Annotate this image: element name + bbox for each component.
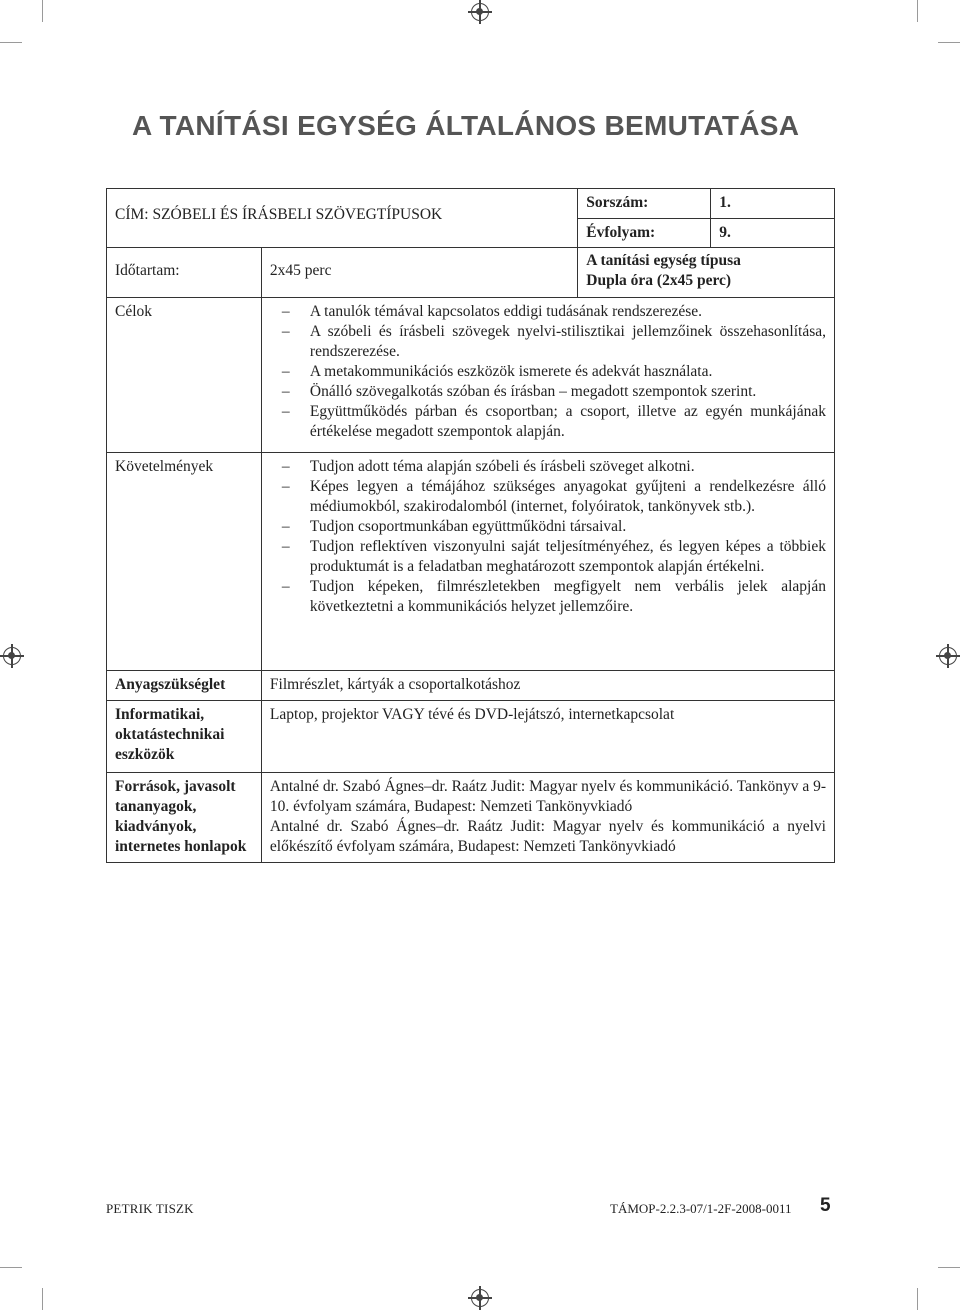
lesson-title-cell — [107, 189, 578, 248]
forras-item — [270, 817, 826, 857]
celok-list — [270, 302, 826, 442]
kovetelmenyek-label: Követelmények — [107, 453, 262, 671]
crop-mark — [938, 42, 960, 43]
forras-item-1: Antalné dr. Szabó Ágnes–dr. Raátz Judit: Magyar nyelv és kommunikáció. Tankönyv a 9-10. évfolyam számára, Budapest: Nemzeti Tankönyvkiadó — [269, 778, 827, 815]
registration-mark-icon — [471, 3, 489, 21]
idotartam-value: 2x45 perc — [261, 248, 577, 298]
lesson-overview-table — [106, 188, 835, 863]
evfolyam-value: 9. — [711, 219, 835, 248]
footer-project-code: TÁMOP-2.2.3-07/1-2F-2008-0011 — [610, 1201, 792, 1216]
list-item: – A tanulók témával kapcsolatos eddigi tudásának rendszerezése. — [270, 302, 826, 322]
page-number: 5 — [820, 1195, 831, 1216]
list-item: – A szóbeli és írásbeli szövegek nyelvi-stilisztikai jellemzőinek összehasonlítása, rendszerezése. — [270, 322, 826, 362]
informatikai-label: Informatikai, oktatástechnikai eszközök — [107, 701, 262, 773]
list-item: – A metakommunikációs eszközök ismerete és adekvát használata. — [270, 362, 826, 382]
list-item: – Önálló szövegalkotás szóban és írásban – megadott szempontok szerint. — [270, 382, 826, 402]
list-item: – Tudjon reflektíven viszonyulni saját teljesítményéhez, és legyen képes a többiek produktumát is a feladatban meghatározott szempontok alapján értékelni. — [270, 537, 826, 577]
informatikai-value: Laptop, projektor VAGY tévé és DVD-lejátszó, internetkapcsolat — [261, 701, 834, 773]
forras-item-2: Antalné dr. Szabó Ágnes–dr. Raátz Judit: Magyar nyelv és kommunikáció a nyelvi előkészítő évfolyam számára, Budapest: Nemzeti Tankönyvkiadó — [269, 818, 826, 855]
forrasok-cell — [261, 773, 834, 863]
anyagszukseglet-value: Filmrészlet, kártyák a csoportalkotáshoz — [261, 671, 834, 701]
list-item: – Tudjon képeken, filmrészletekben megfigyelt nem verbális jelek alapján következtetni a kommunikációs helyzet jellemzőire. — [270, 577, 826, 617]
celok-label: Célok — [107, 298, 262, 453]
registration-mark-icon — [3, 647, 21, 665]
forras-item — [270, 777, 826, 817]
anyagszukseglet-label: Anyagszükséglet — [107, 671, 262, 701]
sorszam-label: Sorszám: — [578, 189, 711, 219]
kovetelmenyek-cell — [261, 453, 834, 671]
registration-mark-icon — [939, 647, 957, 665]
evfolyam-label: Évfolyam: — [578, 219, 711, 248]
list-item: – Együttműködés párban és csoportban; a csoport, illetve az egyén munkájának értékelése megadott szempontok alapján. — [270, 402, 826, 442]
idotartam-label: Időtartam: — [107, 248, 262, 298]
crop-mark — [917, 1288, 918, 1310]
crop-mark — [0, 1267, 22, 1268]
crop-mark — [42, 1288, 43, 1310]
list-item: – Képes legyen a témájához szükséges anyagokat gyűjteni a rendelkezésre álló médiumokból, szakirodalomból (internet, folyóiratok, tankönyvek stb.). — [270, 477, 826, 517]
celok-cell — [261, 298, 834, 453]
page-title: A TANÍTÁSI EGYSÉG ÁLTALÁNOS BEMUTATÁSA — [132, 110, 800, 141]
kovetelmenyek-list — [270, 457, 826, 617]
crop-mark — [938, 1267, 960, 1268]
crop-mark — [42, 0, 43, 22]
crop-mark — [0, 42, 22, 43]
list-item: – Tudjon adott téma alapján szóbeli és írásbeli szöveget alkotni. — [270, 457, 826, 477]
lesson-type-value: Dupla óra (2x45 perc) — [586, 272, 732, 289]
crop-mark — [917, 0, 918, 22]
list-item: – Tudjon csoportmunkában együttműködni társaival. — [270, 517, 826, 537]
lesson-type-cell — [578, 248, 835, 298]
forrasok-label: Források, javasolt tananyagok, kiadványok, internetes honlapok — [107, 773, 262, 863]
sorszam-value: 1. — [711, 189, 835, 219]
footer-publisher: PETRIK TISZK — [106, 1201, 194, 1216]
lesson-title: CÍM: SZÓBELI ÉS ÍRÁSBELI SZÖVEGTÍPUSOK — [115, 206, 443, 223]
lesson-type-label: A tanítási egység típusa — [586, 252, 741, 269]
registration-mark-icon — [471, 1289, 489, 1307]
